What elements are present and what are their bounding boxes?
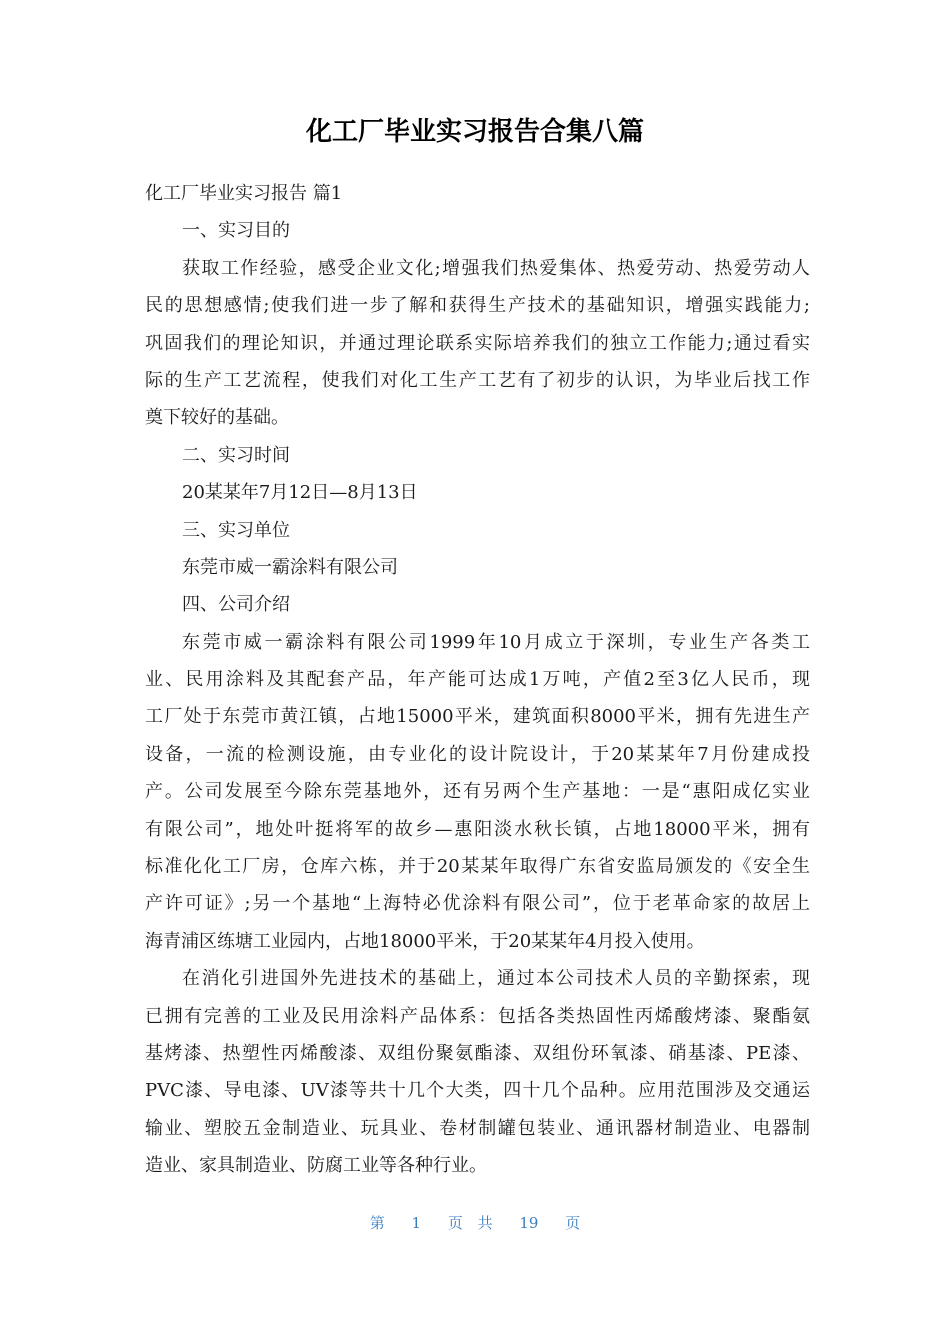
footer-total-pages: 19 — [519, 1214, 539, 1232]
paragraph-line: 产。公司发展至今除东莞基地外，还有另两个生产基地：一是“惠阳成亿实业 — [145, 781, 810, 803]
paragraph-line: 基烤漆、热塑性丙烯酸漆、双组份聚氨酯漆、双组份环氧漆、硝基漆、PE漆、 — [145, 1042, 810, 1064]
footer-label-end: 页 — [565, 1214, 581, 1232]
paragraph-line: 获取工作经验，感受企业文化;增强我们热爱集体、热爱劳动、热爱劳动人 — [182, 257, 810, 279]
footer-current-page: 1 — [411, 1214, 422, 1232]
section-heading-3: 三、实习单位 — [182, 519, 290, 541]
paragraph-line: 造业、家具制造业、防腐工业等各种行业。 — [145, 1155, 487, 1177]
footer-label-of: 页 共 — [447, 1214, 493, 1232]
paragraph-line: PVC漆、导电漆、UV漆等共十几个大类，四十几个品种。应用范围涉及交通运 — [145, 1080, 810, 1102]
paragraph-line: 际的生产工艺流程，使我们对化工生产工艺有了初步的认识，为毕业后找工作 — [145, 369, 810, 391]
paragraph-line: 巩固我们的理论知识，并通过理论联系实际培养我们的独立工作能力;通过看实 — [145, 332, 810, 354]
paragraph-line: 民的思想感情;使我们进一步了解和获得生产技术的基础知识，增强实践能力; — [145, 295, 810, 317]
paragraph-line: 有限公司”，地处叶挺将军的故乡—惠阳淡水秋长镇，占地18000平米，拥有 — [145, 818, 810, 840]
paragraph-products — [145, 960, 810, 1184]
paragraph-company-intro — [145, 624, 810, 961]
section-heading-4: 四、公司介绍 — [182, 594, 290, 616]
paragraph-line: 工厂处于东莞市黄江镇，占地15000平米，建筑面积8000平米，拥有先进生产 — [145, 706, 810, 728]
paragraph-line: 东莞市威一霸涂料有限公司1999年10月成立于深圳，专业生产各类工 — [182, 631, 810, 653]
document-title: 化工厂毕业实习报告合集八篇 — [305, 117, 644, 147]
paragraph-line: 设备，一流的检测设施，由专业化的设计院设计，于20某某年7月份建成投 — [145, 743, 810, 765]
document-body — [145, 175, 810, 1185]
section-heading-2: 二、实习时间 — [182, 444, 290, 466]
paragraph-line: 业、民用涂料及其配套产品，年产能可达成1万吨，产值2至3亿人民币，现 — [145, 669, 810, 691]
section-heading-1: 一、实习目的 — [182, 220, 290, 242]
paragraph-purpose — [145, 250, 810, 437]
paragraph-line: 产许可证》;另一个基地“上海特必优涂料有限公司”，位于老革命家的故居上 — [145, 893, 810, 915]
internship-period: 20某某年7月12日—8月13日 — [182, 482, 418, 504]
paragraph-line: 标准化化工厂房，仓库六栋，并于20某某年取得广东省安监局颁发的《安全生 — [145, 856, 810, 878]
paragraph-line: 海青浦区练塘工业园内，占地18000平米，于20某某年4月投入使用。 — [145, 930, 705, 952]
internship-company: 东莞市威一霸涂料有限公司 — [182, 556, 398, 578]
subtitle: 化工厂毕业实习报告 篇1 — [145, 183, 343, 204]
paragraph-line: 在消化引进国外先进技术的基础上，通过本公司技术人员的辛勤探索，现 — [182, 968, 810, 990]
paragraph-line: 输业、塑胶五金制造业、玩具业、卷材制罐包装业、通讯器材制造业、电器制 — [145, 1117, 810, 1139]
footer-label-page: 第 — [369, 1214, 385, 1232]
paragraph-line: 奠下较好的基础。 — [145, 407, 289, 429]
paragraph-line: 已拥有完善的工业及民用涂料产品体系：包括各类热固性丙烯酸烤漆、聚酯氨 — [145, 1005, 810, 1027]
page-footer — [0, 1208, 950, 1238]
